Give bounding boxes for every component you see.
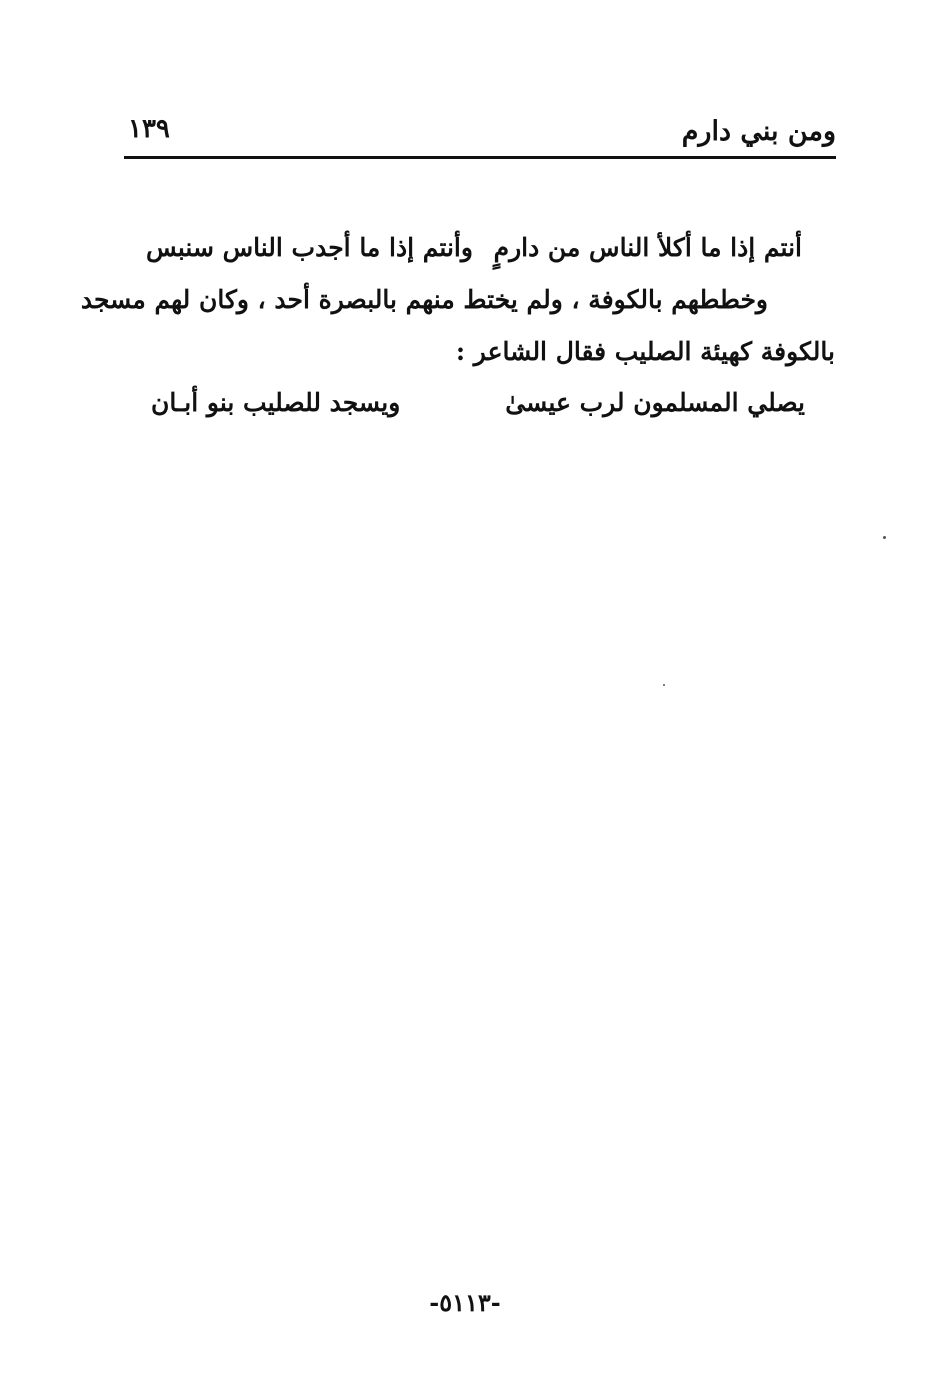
scan-speck (883, 536, 886, 539)
scan-speck (663, 684, 665, 686)
chapter-title: ومن بني دارم (681, 116, 836, 147)
prose-line: وخططهم بالكوفة ، ولم يختط منهم بالبصرة أحد ، وكان لهم مسجد (80, 285, 768, 314)
verse-second-hemistich: وأنتم إذا ما أجدب الناس سنبس (146, 233, 473, 262)
folio-number: -٥١١٣- (429, 1288, 501, 1317)
verse-first-hemistich: أنتم إذا ما أكلأ الناس من دارمٍ (493, 233, 802, 262)
poem-verse (145, 388, 805, 432)
verse-first-hemistich: يصلي المسلمون لرب عيسىٰ (505, 388, 805, 417)
page-number: ١٣٩ (128, 114, 170, 144)
running-header (124, 110, 836, 159)
verse-second-hemistich: ويسجد للصليب بنو أبـان (151, 388, 401, 417)
prose-line: بالكوفة كهيئة الصليب فقال الشاعر : (455, 337, 835, 366)
poem-verse (140, 233, 802, 277)
